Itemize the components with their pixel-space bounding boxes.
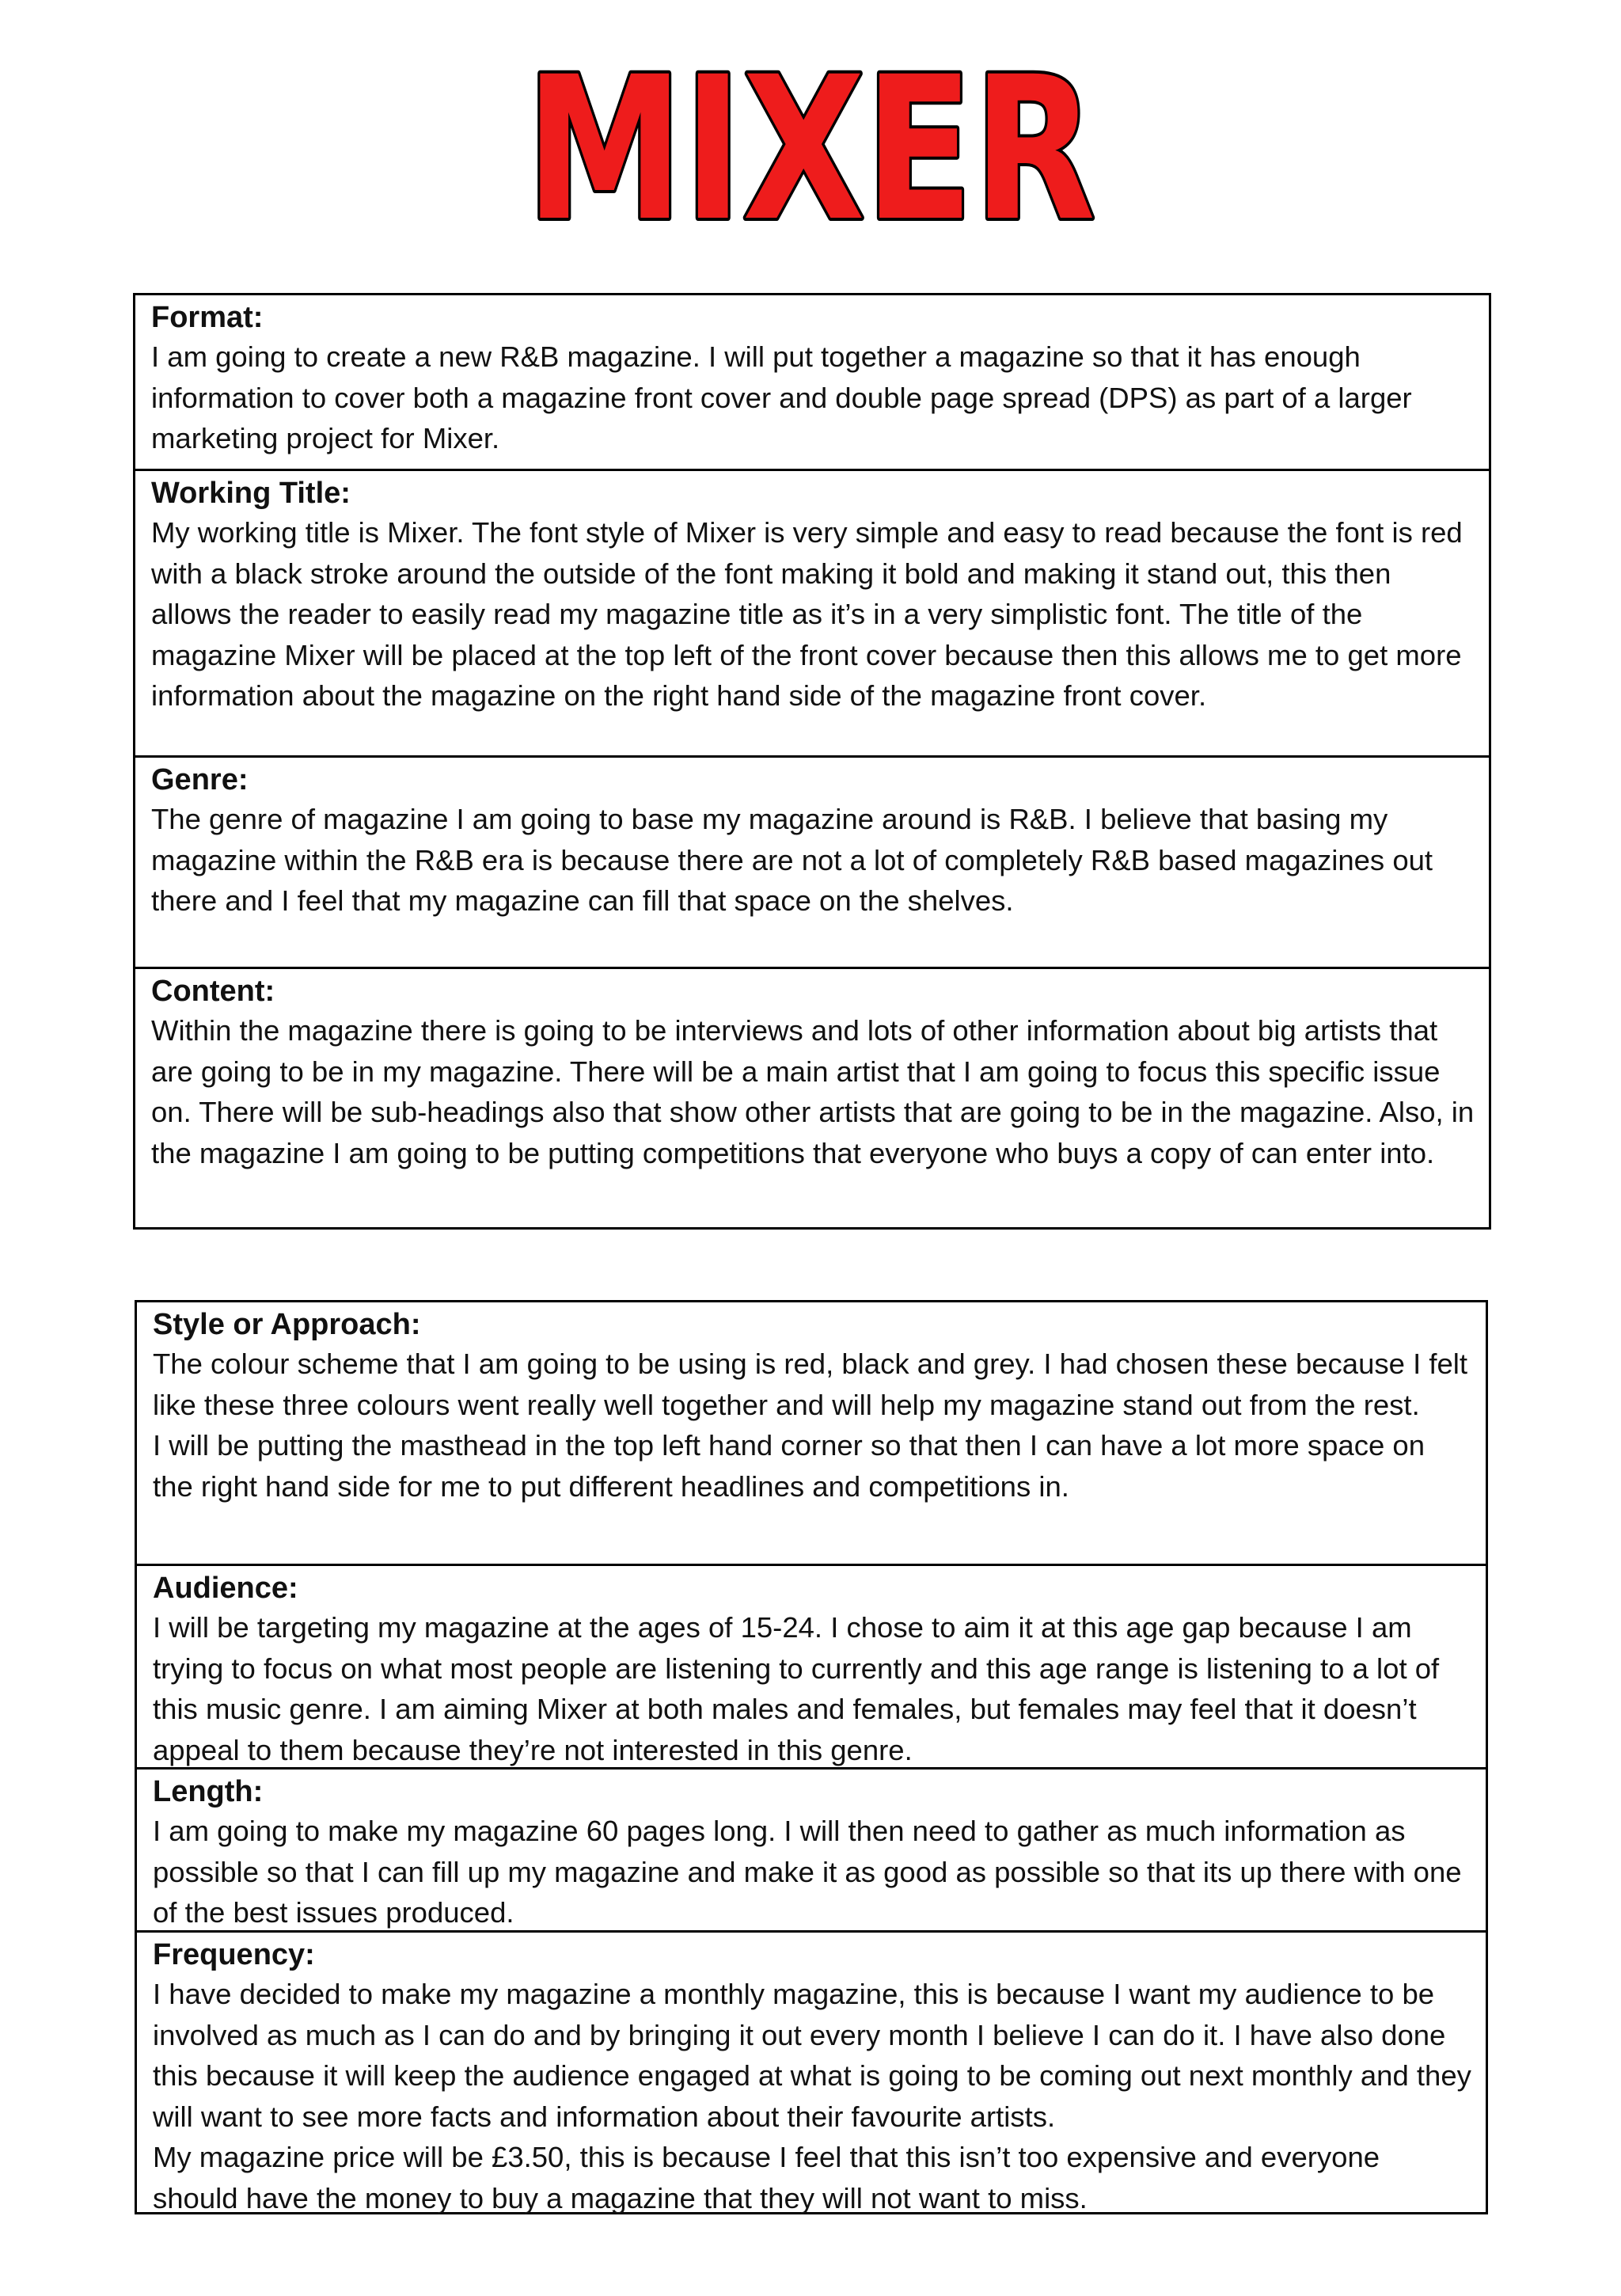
style-approach-body: The colour scheme that I am going to be using is red, black and grey. I had chosen these because I felt like these three colours went really well together and will help my magazine stand out from the rest. I will be putting the masthead in the top left hand corner so that then I can have a lot more space on the right hand side for me to put different headlines and competitions in. [153,1348,1468,1503]
audience-section [137,1564,1486,1767]
length-body: I am going to make my magazine 60 pages long. I will then need to gather as much information as possible so that I can fill up my magazine and make it as good as possible so that its up there with one of the best issues produced. [153,1815,1462,1929]
brief-table-2 [135,1300,1488,2214]
format-section [135,295,1489,469]
genre-body: The genre of magazine I am going to base my magazine around is R&B. I believe that basing my magazine within the R&B era is because there are not a lot of completely R&B based magazines out there and I feel that my magazine can fill that space on the shelves. [151,803,1433,917]
working-title-body: My working title is Mixer. The font style of Mixer is very simple and easy to read because the font is red with a black stroke around the outside of the font making it bold and making it stand out, this then allows the reader to easily read my magazine title as it’s in a very simplistic font. The title of the magazine Mixer will be placed at the top left of the front cover because then this allows me to get more information about the magazine on the right hand side of the magazine front cover. [151,516,1463,712]
frequency-body: I have decided to make my magazine a monthly magazine, this is because I want my audience to be involved as much as I can do and by bringing it out every month I believe I can do it. I have also done this because it will keep the audience engaged at what is going to be coming out next monthly and they will want to see more facts and information about their favourite artists. My magazine price will be £3.50, this is because I feel that this isn’t too expensive and everyone should have the money to buy a magazine that they will not want to miss. [153,1978,1471,2214]
masthead [0,34,1621,264]
frequency-section [137,1930,1486,2212]
masthead-logo [510,34,1111,264]
frequency-heading: Frequency: [153,1938,315,1971]
content-heading: Content: [151,975,275,1008]
content-section [135,967,1489,1227]
genre-section [135,755,1489,967]
style-approach-heading: Style or Approach: [153,1308,421,1341]
masthead-title: MIXER [526,34,1095,264]
genre-heading: Genre: [151,763,249,796]
format-body: I am going to create a new R&B magazine. I will put together a magazine so that it has enough information to cover both a magazine front cover and double page spread (DPS) as part of a larger marketing project for Mixer. [151,340,1412,454]
audience-body: I will be targeting my magazine at the ages of 15-24. I chose to aim it at this age gap because I am trying to focus on what most people are listening to currently and this age range is listening to a lot of this music genre. I am aiming Mixer at both males and females, but females may feel that it doesn’t appeal to them because they’re not interested in this genre. [153,1611,1440,1766]
brief-table-1 [133,293,1491,1230]
format-heading: Format: [151,301,264,334]
working-title-heading: Working Title: [151,477,351,510]
working-title-section [135,469,1489,755]
content-body: Within the magazine there is going to be interviews and lots of other information about big artists that are going to be in my magazine. There will be a main artist that I am going to focus this specific issue on. There will be sub-headings also that show other artists that are going to be in the magazine. Also, in the magazine I am going to be putting competitions that everyone who buys a copy of can enter into. [151,1014,1475,1169]
style-approach-section [137,1302,1486,1564]
audience-heading: Audience: [153,1572,298,1605]
length-section [137,1767,1486,1930]
length-heading: Length: [153,1775,264,1808]
